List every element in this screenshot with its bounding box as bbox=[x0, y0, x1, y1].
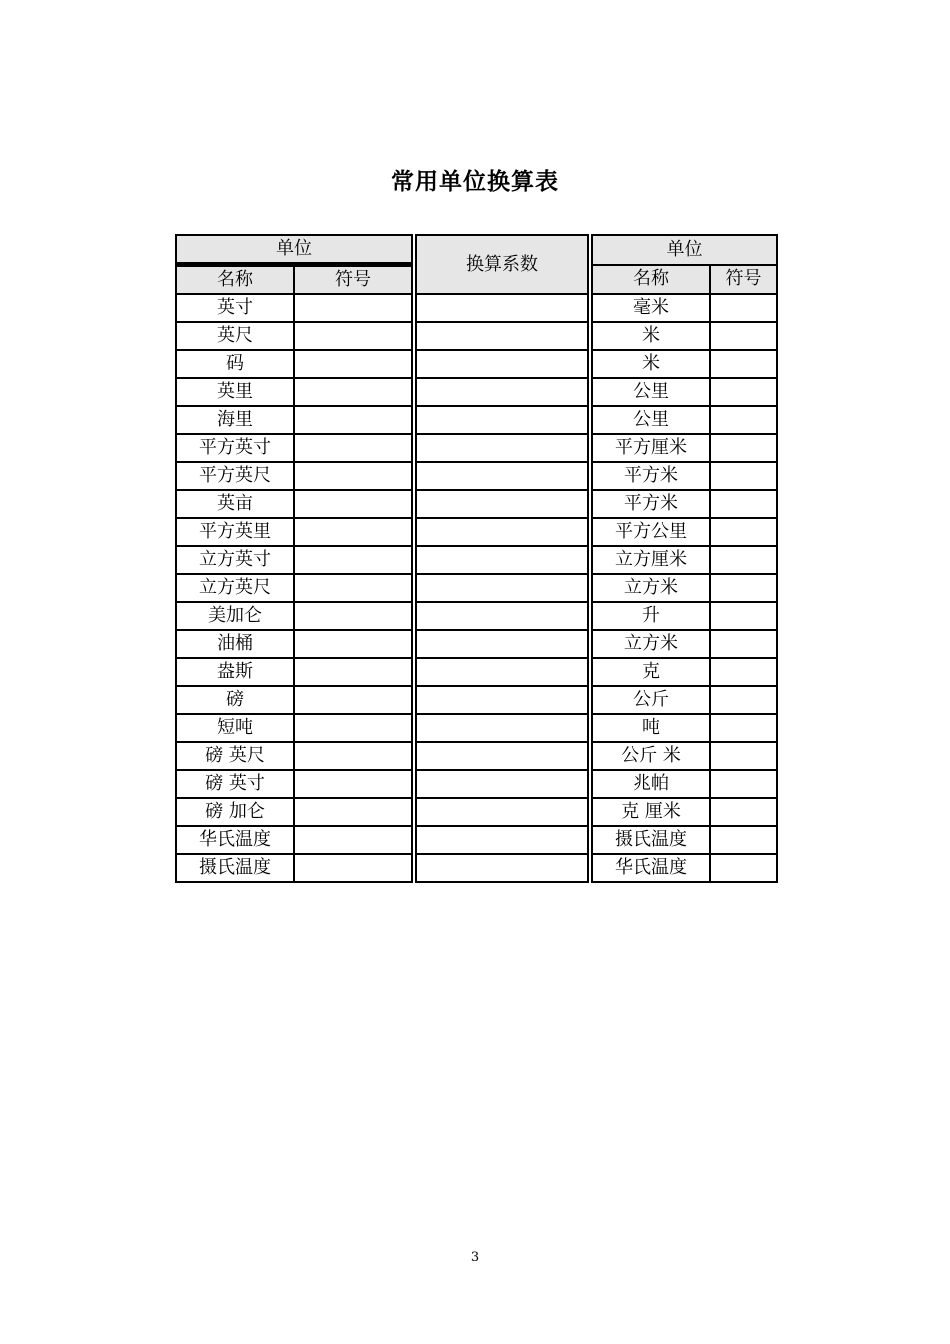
right-unit-symbol bbox=[710, 854, 777, 882]
conversion-factor bbox=[416, 434, 588, 462]
right-unit-symbol bbox=[710, 770, 777, 798]
left-unit-header: 单位 bbox=[176, 235, 412, 265]
right-unit-name: 兆帕 bbox=[592, 770, 710, 798]
table-row bbox=[176, 574, 777, 602]
left-unit-symbol bbox=[294, 574, 412, 602]
right-unit-symbol bbox=[710, 294, 777, 322]
left-unit-symbol bbox=[294, 742, 412, 770]
left-unit-symbol bbox=[294, 854, 412, 882]
left-unit-symbol bbox=[294, 462, 412, 490]
left-unit-name: 摄氏温度 bbox=[176, 854, 294, 882]
right-unit-symbol bbox=[710, 462, 777, 490]
right-unit-symbol bbox=[710, 322, 777, 350]
right-unit-name: 立方厘米 bbox=[592, 546, 710, 574]
right-name-header: 名称 bbox=[592, 265, 710, 295]
left-unit-symbol bbox=[294, 406, 412, 434]
right-unit-symbol bbox=[710, 378, 777, 406]
right-unit-symbol bbox=[710, 490, 777, 518]
left-unit-name: 磅 bbox=[176, 686, 294, 714]
table-row bbox=[176, 434, 777, 462]
left-unit-symbol bbox=[294, 546, 412, 574]
right-unit-name: 立方米 bbox=[592, 630, 710, 658]
table-row bbox=[176, 322, 777, 350]
right-unit-symbol bbox=[710, 406, 777, 434]
right-unit-symbol bbox=[710, 826, 777, 854]
left-unit-name: 平方英寸 bbox=[176, 434, 294, 462]
right-unit-symbol bbox=[710, 742, 777, 770]
right-unit-name: 吨 bbox=[592, 714, 710, 742]
right-unit-header: 单位 bbox=[592, 235, 777, 265]
table-row bbox=[176, 686, 777, 714]
left-unit-name: 平方英尺 bbox=[176, 462, 294, 490]
left-symbol-header: 符号 bbox=[294, 265, 412, 295]
conversion-factor bbox=[416, 854, 588, 882]
left-unit-name: 华氏温度 bbox=[176, 826, 294, 854]
table-row bbox=[176, 854, 777, 882]
conversion-factor bbox=[416, 546, 588, 574]
right-unit-name: 克 厘米 bbox=[592, 798, 710, 826]
conversion-factor bbox=[416, 350, 588, 378]
conversion-table bbox=[175, 234, 778, 883]
left-unit-name: 磅 英寸 bbox=[176, 770, 294, 798]
table-row bbox=[176, 826, 777, 854]
table-row bbox=[176, 798, 777, 826]
conversion-factor bbox=[416, 574, 588, 602]
left-unit-name: 立方英尺 bbox=[176, 574, 294, 602]
table-row bbox=[176, 658, 777, 686]
left-unit-symbol bbox=[294, 350, 412, 378]
left-unit-symbol bbox=[294, 826, 412, 854]
right-unit-symbol bbox=[710, 350, 777, 378]
left-unit-name: 油桶 bbox=[176, 630, 294, 658]
conversion-factor bbox=[416, 378, 588, 406]
table-row bbox=[176, 378, 777, 406]
table-row bbox=[176, 770, 777, 798]
right-unit-symbol bbox=[710, 434, 777, 462]
left-unit-symbol bbox=[294, 518, 412, 546]
table-row bbox=[176, 462, 777, 490]
table-row bbox=[176, 602, 777, 630]
factor-header: 换算系数 bbox=[416, 235, 588, 294]
conversion-factor bbox=[416, 714, 588, 742]
conversion-factor bbox=[416, 770, 588, 798]
left-unit-name: 平方英里 bbox=[176, 518, 294, 546]
conversion-factor bbox=[416, 518, 588, 546]
right-unit-name: 摄氏温度 bbox=[592, 826, 710, 854]
right-unit-name: 公里 bbox=[592, 406, 710, 434]
left-unit-name: 短吨 bbox=[176, 714, 294, 742]
page-title: 常用单位换算表 bbox=[391, 169, 559, 195]
left-unit-symbol bbox=[294, 714, 412, 742]
left-unit-name: 海里 bbox=[176, 406, 294, 434]
right-unit-name: 华氏温度 bbox=[592, 854, 710, 882]
left-unit-symbol bbox=[294, 378, 412, 406]
right-unit-name: 升 bbox=[592, 602, 710, 630]
table-row bbox=[176, 714, 777, 742]
table-row bbox=[176, 518, 777, 546]
left-unit-name: 英尺 bbox=[176, 322, 294, 350]
left-unit-symbol bbox=[294, 630, 412, 658]
right-unit-name: 公斤 bbox=[592, 686, 710, 714]
right-unit-name: 平方米 bbox=[592, 462, 710, 490]
right-unit-name: 毫米 bbox=[592, 294, 710, 322]
left-unit-name: 盎斯 bbox=[176, 658, 294, 686]
right-unit-name: 米 bbox=[592, 322, 710, 350]
conversion-factor bbox=[416, 322, 588, 350]
table-row bbox=[176, 742, 777, 770]
right-unit-symbol bbox=[710, 686, 777, 714]
conversion-factor bbox=[416, 798, 588, 826]
left-name-header: 名称 bbox=[176, 265, 294, 295]
right-unit-symbol bbox=[710, 602, 777, 630]
left-unit-name: 磅 英尺 bbox=[176, 742, 294, 770]
conversion-factor bbox=[416, 294, 588, 322]
left-unit-symbol bbox=[294, 294, 412, 322]
right-unit-name: 平方米 bbox=[592, 490, 710, 518]
left-unit-symbol bbox=[294, 602, 412, 630]
right-unit-name: 公里 bbox=[592, 378, 710, 406]
table-row bbox=[176, 350, 777, 378]
left-unit-symbol bbox=[294, 490, 412, 518]
page-number: 3 bbox=[470, 1250, 480, 1265]
left-unit-symbol bbox=[294, 686, 412, 714]
left-unit-name: 英里 bbox=[176, 378, 294, 406]
table-row bbox=[176, 546, 777, 574]
left-unit-symbol bbox=[294, 434, 412, 462]
left-unit-symbol bbox=[294, 658, 412, 686]
conversion-factor bbox=[416, 630, 588, 658]
left-unit-name: 英寸 bbox=[176, 294, 294, 322]
right-unit-symbol bbox=[710, 574, 777, 602]
conversion-factor bbox=[416, 686, 588, 714]
left-unit-name: 磅 加仑 bbox=[176, 798, 294, 826]
right-unit-name: 公斤 米 bbox=[592, 742, 710, 770]
right-unit-name: 克 bbox=[592, 658, 710, 686]
right-symbol-header: 符号 bbox=[710, 265, 777, 295]
left-unit-symbol bbox=[294, 322, 412, 350]
left-unit-symbol bbox=[294, 798, 412, 826]
conversion-factor bbox=[416, 406, 588, 434]
conversion-factor bbox=[416, 826, 588, 854]
right-unit-symbol bbox=[710, 518, 777, 546]
right-unit-name: 立方米 bbox=[592, 574, 710, 602]
right-unit-name: 米 bbox=[592, 350, 710, 378]
conversion-factor bbox=[416, 490, 588, 518]
right-unit-name: 平方公里 bbox=[592, 518, 710, 546]
left-unit-name: 码 bbox=[176, 350, 294, 378]
conversion-factor bbox=[416, 462, 588, 490]
left-unit-name: 立方英寸 bbox=[176, 546, 294, 574]
right-unit-symbol bbox=[710, 658, 777, 686]
right-unit-symbol bbox=[710, 546, 777, 574]
left-unit-name: 英亩 bbox=[176, 490, 294, 518]
right-unit-name: 平方厘米 bbox=[592, 434, 710, 462]
header-row-1 bbox=[176, 235, 777, 265]
right-unit-symbol bbox=[710, 630, 777, 658]
conversion-factor bbox=[416, 658, 588, 686]
conversion-factor bbox=[416, 602, 588, 630]
left-unit-symbol bbox=[294, 770, 412, 798]
table-row bbox=[176, 490, 777, 518]
right-unit-symbol bbox=[710, 714, 777, 742]
left-unit-name: 美加仑 bbox=[176, 602, 294, 630]
right-unit-symbol bbox=[710, 798, 777, 826]
table-row bbox=[176, 630, 777, 658]
table-row bbox=[176, 294, 777, 322]
conversion-factor bbox=[416, 742, 588, 770]
table-row bbox=[176, 406, 777, 434]
